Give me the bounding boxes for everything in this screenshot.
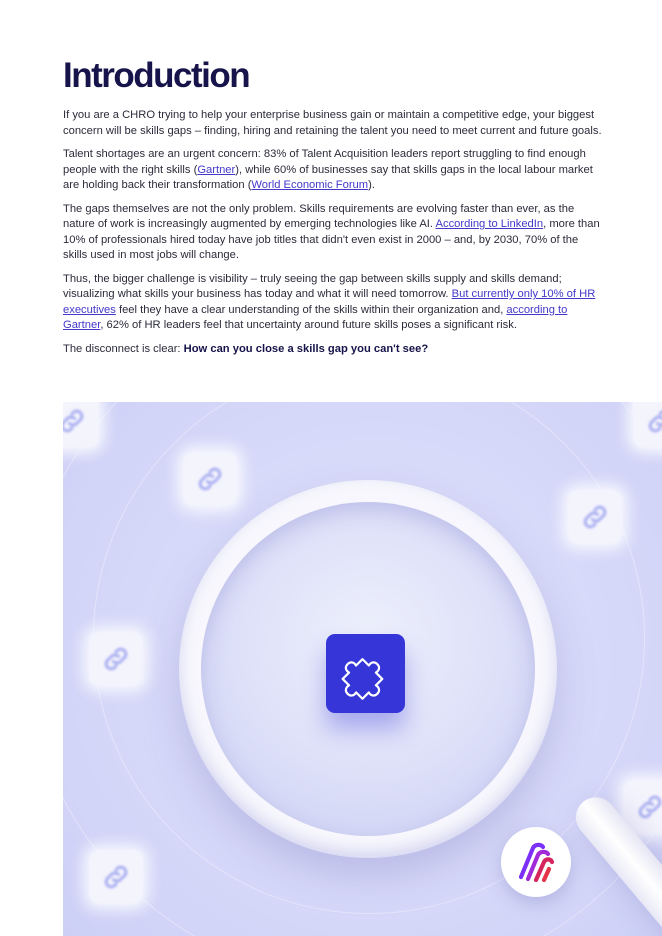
link-icon xyxy=(63,402,99,448)
gartner-risk-link[interactable]: according to Gartner xyxy=(63,303,568,331)
link-icon xyxy=(89,850,143,904)
intro-paragraph-4: Thus, the bigger challenge is visibility – truly seeing the gap between skills supply and skills demand; visualizing what skills your business has today and what it will need tomorrow. But currently only 10% of HR executives feel they have a clear understanding of the skills within their organization and, according to Gartner, 62% of HR leaders feel that uncertainty around future skills poses a significant risk. xyxy=(63,272,596,331)
link-icon xyxy=(568,490,622,544)
world-economic-forum-link[interactable]: World Economic Forum xyxy=(251,179,369,191)
intro-paragraph-5: The disconnect is clear: How can you close a skills gap you can't see? xyxy=(63,342,429,355)
puzzle-piece-icon xyxy=(326,634,405,713)
hr-executives-link[interactable]: But currently only 10% of HR executives xyxy=(63,288,596,316)
link-icon xyxy=(633,402,662,448)
link-icon xyxy=(89,632,143,686)
hero-illustration xyxy=(63,402,662,936)
gartner-link[interactable]: Gartner xyxy=(197,163,236,176)
intro-paragraph-2: Talent shortages are an urgent concern: 83% of Talent Acquisition leaders report struggling to find enough people with the right skills (Gartner), while 60% of businesses say that skills gaps in the local labour market are holding back their transformation (World Economic Forum). xyxy=(63,148,593,191)
brand-logo-icon xyxy=(501,827,571,897)
intro-paragraph-1: If you are a CHRO trying to help your enterprise business gain or maintain a competitive edge, your biggest concern will be skills gaps – finding, hiring and retaining the talent you need to meet current and future goals. xyxy=(63,109,602,137)
link-icon xyxy=(183,452,237,506)
intro-paragraph-3: The gaps themselves are not the only problem. Skills requirements are evolving faster than ever, as the nature of work is increasingly augmented by emerging technologies like AI. According to LinkedIn, more than 10% of professionals hired today have job titles that didn't even exist in 2000 – and, by 2030, 70% of the skills used in most jobs will change. xyxy=(63,202,600,261)
page-title: Introduction xyxy=(63,56,250,95)
key-question: How can you close a skills gap you can't see? xyxy=(183,342,429,355)
article xyxy=(63,56,603,365)
linkedin-link[interactable]: According to LinkedIn xyxy=(435,218,544,230)
